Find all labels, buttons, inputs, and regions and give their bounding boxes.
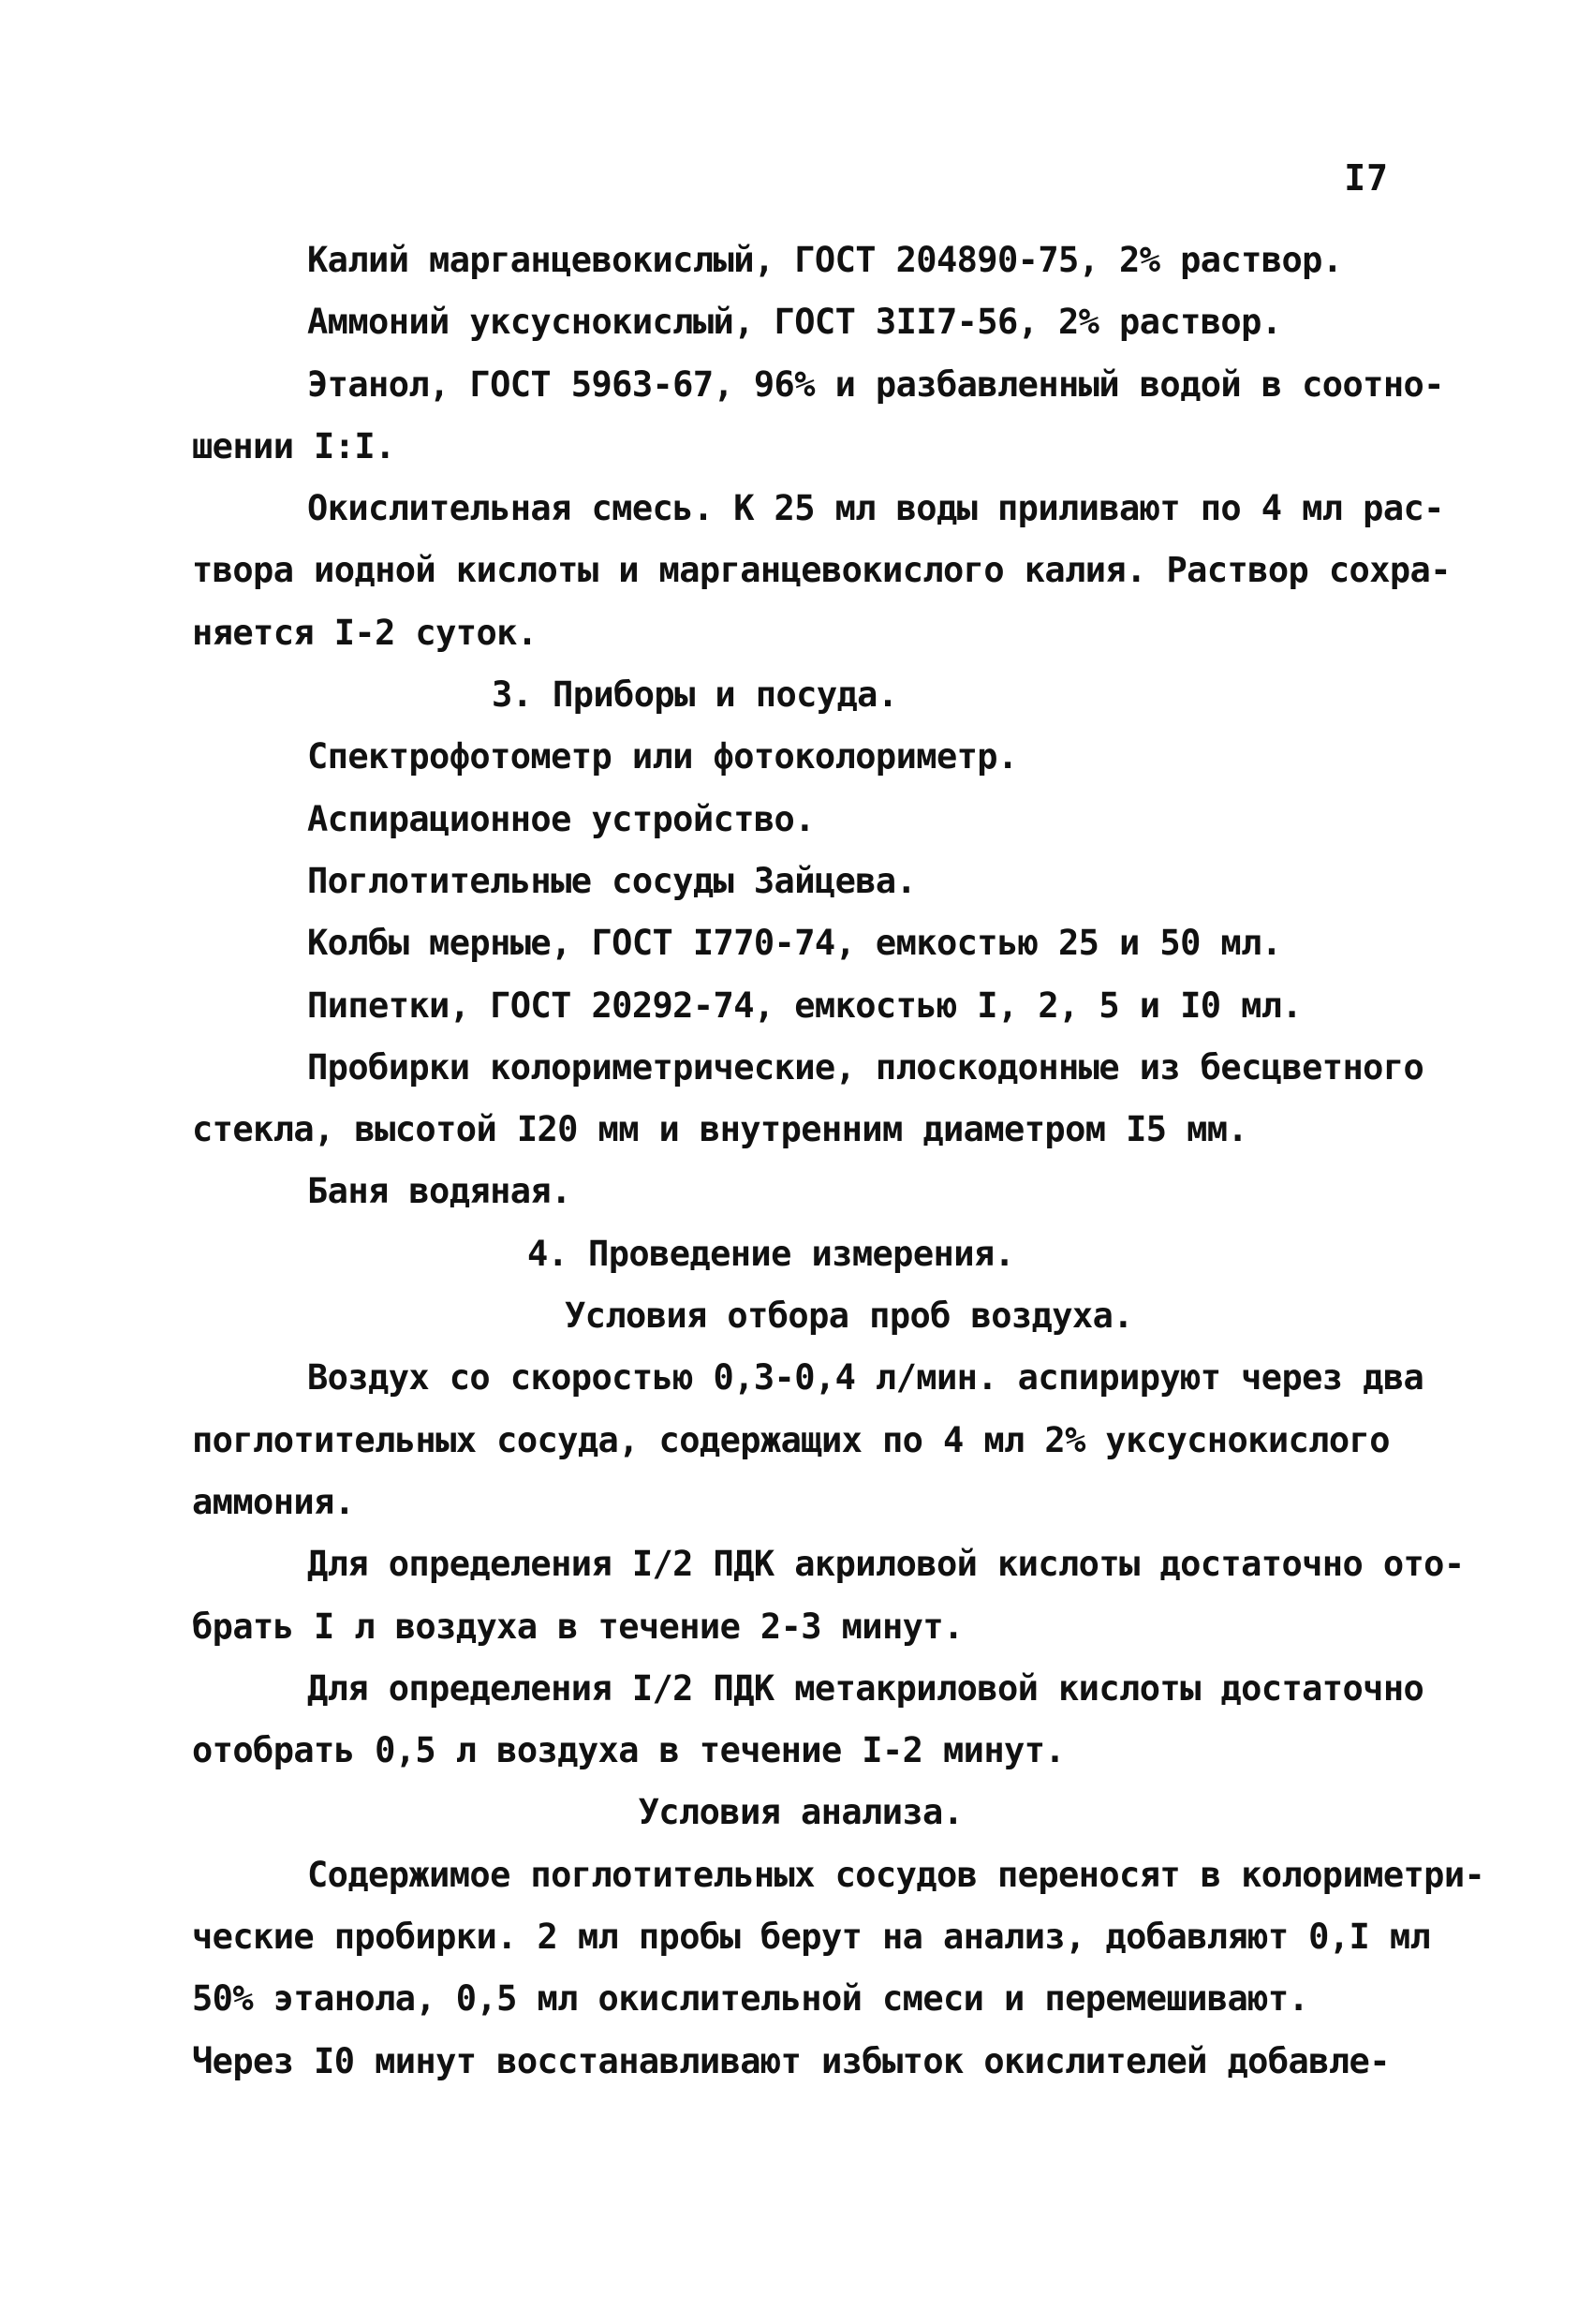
reagent-line: няется I-2 суток. xyxy=(192,612,538,653)
procedure-line: Воздух со скоростью 0,3-0,4 л/мин. аспирируют через два xyxy=(307,1357,1424,1399)
equipment-line: Баня водяная. xyxy=(307,1171,571,1212)
reagent-line: Аммоний уксуснокислый, ГОСТ 3II7-56, 2% раствор. xyxy=(307,302,1282,343)
reagent-line: Калий марганцевокислый, ГОСТ 204890-75, 2% раствор. xyxy=(307,240,1343,280)
procedure-line: аммония. xyxy=(192,1481,355,1522)
equipment-line: Аспирационное устройство. xyxy=(307,798,815,839)
section-3-heading: 3. Приборы и посуда. xyxy=(492,674,898,716)
section-4-heading: 4. Проведение измерения. xyxy=(527,1233,1015,1274)
equipment-line: Спектрофотометр или фотоколориметр. xyxy=(307,736,1018,777)
procedure-line: поглотительных сосуда, содержащих по 4 мл 2% уксуснокислого xyxy=(192,1419,1390,1460)
reagent-line: Этанол, ГОСТ 5963-67, 96% и разбавленный водой в соотно- xyxy=(307,363,1444,405)
equipment-line: Пробирки колориметрические, плоскодонные из бесцветного xyxy=(307,1046,1424,1088)
procedure-line: Содержимое поглотительных сосудов переносят в колориметри- xyxy=(307,1854,1485,1895)
procedure-line: Для определения I/2 ПДК акриловой кислоты достаточно ото- xyxy=(307,1544,1465,1585)
equipment-line: Колбы мерные, ГОСТ I770-74, емкостью 25 и 50 мл. xyxy=(307,923,1282,964)
equipment-line: Поглотительные сосуды Зайцева. xyxy=(307,860,917,901)
reagent-line: Окислительная смесь. К 25 мл воды приливают по 4 мл рас- xyxy=(307,488,1444,529)
procedure-line: ческие пробирки. 2 мл пробы берут на анализ, добавляют 0,I мл xyxy=(192,1917,1431,1958)
procedure-line: брать I л воздуха в течение 2-3 минут. xyxy=(192,1606,964,1647)
procedure-line: Через I0 минут восстанавливают избыток окислителей добавле- xyxy=(192,2040,1390,2081)
procedure-line: отобрать 0,5 л воздуха в течение I-2 минут. xyxy=(192,1730,1066,1771)
reagent-line: шении I:I. xyxy=(192,425,395,466)
document-body xyxy=(192,229,1485,2093)
equipment-line: стекла, высотой I20 мм и внутренним диаметром I5 мм. xyxy=(192,1109,1248,1150)
procedure-line: Для определения I/2 ПДК метакриловой кислоты достаточно xyxy=(307,1667,1424,1709)
analysis-conditions-heading: Условия анализа. xyxy=(638,1792,964,1833)
sampling-conditions-heading: Условия отбора проб воздуха. xyxy=(565,1295,1133,1337)
reagent-line: твора иодной кислоты и марганцевокислого калия. Раствор сохра- xyxy=(192,550,1451,591)
page-number: I7 xyxy=(1344,157,1389,199)
equipment-line: Пипетки, ГОСТ 20292-74, емкостью I, 2, 5 и I0 мл. xyxy=(307,984,1303,1026)
procedure-line: 50% этанола, 0,5 мл окислительной смеси и перемешивают. xyxy=(192,1978,1309,2020)
